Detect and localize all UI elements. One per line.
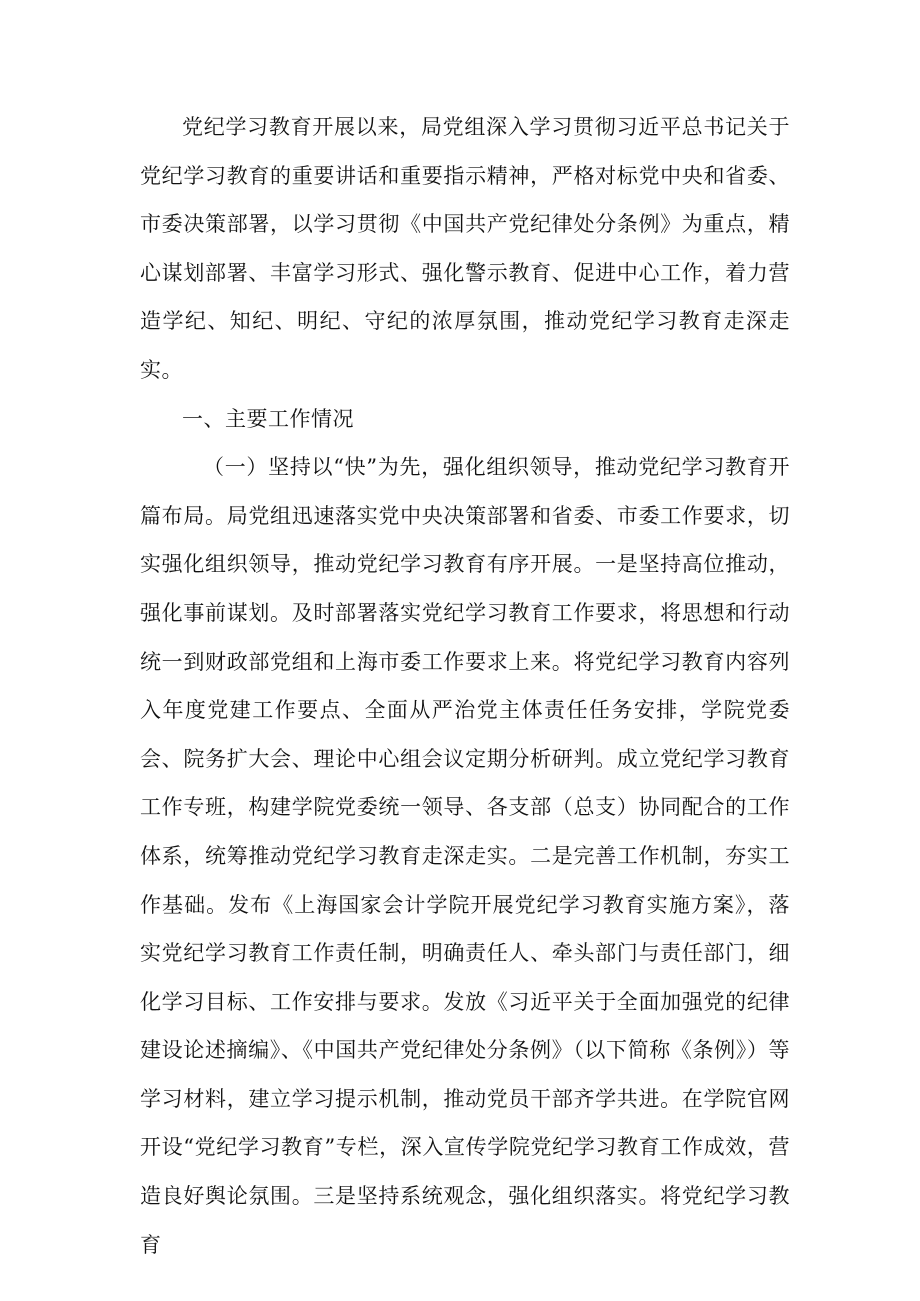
intro-paragraph: 党纪学习教育开展以来，局党组深入学习贯彻习近平总书记关于党纪学习教育的重要讲话和重要指示精神，严格对标党中央和省委、市委决策部署，以学习贯彻《中国共产党纪律处分条例》为重点，精心谋划部署、丰富学习形式、强化警示教育、促进中心工作，着力营造学纪、知纪、明纪、守纪的浓厚氛围，推动党纪学习教育走深走实。	[140, 115, 790, 382]
section-heading: 一、主要工作情况	[182, 406, 354, 431]
document-body	[140, 103, 790, 1269]
subsection-paragraph: （一）坚持以“快”为先，强化组织领导，推动党纪学习教育开篇布局。局党组迅速落实党中央决策部署和省委、市委工作要求，切实强化组织领导，推动党纪学习教育有序开展。一是坚持高位推动，强化事前谋划。及时部署落实党纪学习教育工作要求，将思想和行动统一到财政部党组和上海市委工作要求上来。将党纪学习教育内容列入年度党建工作要点、全面从严治党主体责任任务安排，学院党委会、院务扩大会、理论中心组会议定期分析研判。成立党纪学习教育工作专班，构建学院党委统一领导、各支部（总支）协同配合的工作体系，统筹推动党纪学习教育走深走实。二是完善工作机制，夯实工作基础。发布《上海国家会计学院开展党纪学习教育实施方案》，落实党纪学习教育工作责任制，明确责任人、牵头部门与责任部门，细化学习目标、工作安排与要求。发放《习近平关于全面加强党的纪律建设论述摘编》、《中国共产党纪律处分条例》（以下简称《条例》）等学习材料，建立学习提示机制，推动党员干部齐学共进。在学院官网开设“党纪学习教育”专栏，深入宣传学院党纪学习教育工作成效，营造良好舆论氛围。三是坚持系统观念，强化组织落实。将党纪学习教育	[140, 455, 790, 1257]
